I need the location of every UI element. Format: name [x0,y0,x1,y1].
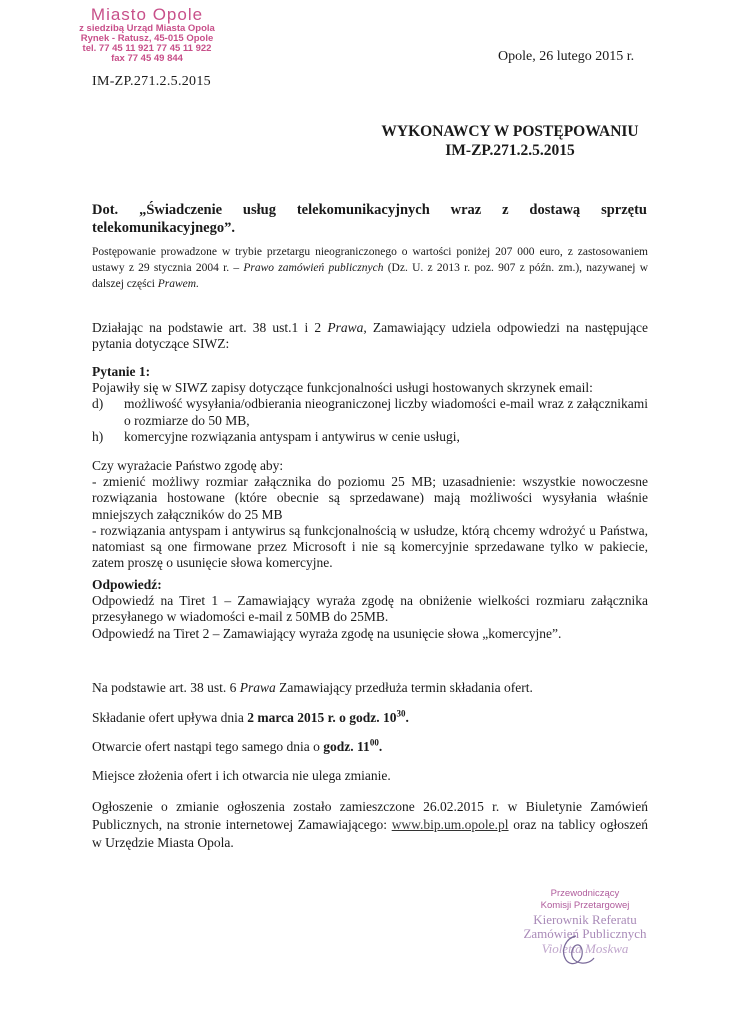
subject-word: sprzętu [601,202,647,218]
extension-text: Zamawiający przedłuża termin składania ofert. [275,680,533,695]
subject-line-1 [92,201,647,219]
opening-text: . [378,739,383,754]
subject [92,201,647,237]
signature-line: Kierownik Referatu [533,911,637,927]
item-text: możliwość wysyłania/odbierania nieograniczonej liczby wiadomości e-mail wraz z załącznikami o rozmiarze do 50 MB, [124,396,648,428]
signature-line: Przewodniczący [550,888,620,899]
subject-word: z [502,202,509,218]
note-italic: Prawem. [157,278,199,291]
intro-text: Działając na podstawie art. 38 ust.1 i 2 [92,320,328,335]
question-block [92,364,648,445]
answer-line: Odpowiedź na Tiret 2 – Zamawiający wyraża zgodę na usunięcie słowa „komercyjne”. [92,625,562,641]
deadline-bold: 2 marca 2015 r. o godz. 10 [247,710,397,725]
item-label: h) [92,428,104,444]
stamp-line: tel. 77 45 11 921 77 45 11 922 [82,42,212,54]
procedure-note [92,244,648,292]
signature-line: Komisji Przetargowej [540,900,630,912]
question-heading: Pytanie 1: [92,364,151,379]
note-text: (Dz. U. z 2013 r. poz. 907 z późn. zm.), nazywanej w dalszej części [92,262,648,291]
subject-word: wraz [450,202,482,218]
recipient-block [300,123,720,160]
question-bullet: - rozwiązania antyspam i antywirus są funkcjonalnością w usłudze, którą chcemy wdrożyć u Państwa, natomiast są one firmowane przez Microsoft i nie są komercyjnie sprzedawane tylko w pakiecie, zatem proszę o usunięcie słowa komercyjne. [92,522,648,571]
opening-bold: godz. 11 [323,739,370,754]
stamp-line: Rynek - Ratusz, 45-015 Opole [80,32,214,44]
extension-italic: Prawa [239,680,276,695]
deadline-text: Składanie ofert upływa dnia [92,710,248,725]
signature-name: Violetta Moskwa [541,941,629,957]
question-bullet: - zmienić możliwy rozmiar załącznika do poziomu 25 MB; uzasadnienie: wszystkie nowoczesne rozwiązania hostowane (które obecnie są sprzedawane) mają możliwości wysyłania właśnie mniejszych załączników do 25 MB [92,474,648,522]
subject-word: telekomunikacyjnych [296,202,430,218]
opening-paragraph [92,739,648,755]
intro-paragraph [92,320,648,352]
stamp-line: fax 77 45 49 844 [111,52,183,64]
subject-line-2: telekomunikacyjnego”. [92,220,235,237]
announcement-text: Ogłoszenie o zmianie ogłoszenia zostało zamieszczone 26.02.2015 r. w Biuletynie Zamówień Publicznych, na stronie internetowej Zamawiającego: [92,799,648,833]
opening-text: Otwarcie ofert nastąpi tego samego dnia o [92,739,324,754]
stamp-line: z siedzibą Urząd Miasta Opola [79,22,215,34]
item-label: d) [92,396,104,412]
question-request [92,458,648,571]
deadline-minutes: 30 [396,708,406,719]
announcement-text: oraz na tablicy ogłoszeń w Urzędzie Miasta Opola. [92,817,648,851]
signature-line: Zamówień Publicznych [523,925,647,941]
note-text: Postępowanie prowadzone w trybie przetargu nieograniczonego o wartości poniżej 207 000 euro, z zastosowaniem ustawy z 29 stycznia 2004 r. – [92,246,648,275]
recipient-line: WYKONAWCY W POSTĘPOWANIU [381,123,639,140]
question-ask: Czy wyrażacie Państwo zgodę aby: [92,458,284,473]
deadline-text: . [405,710,409,725]
answer-line: Odpowiedź na Tiret 1 – Zamawiający wyraża zgodę na obniżenie wielkości rozmiaru załącznika przesyłanego w wiadomości e-mail z 50MB do 25MB. [92,593,648,625]
answer-block [92,577,648,642]
intro-italic: Prawa [327,320,364,335]
deadline-paragraph [92,710,648,726]
recipient-line: IM-ZP.271.2.5.2015 [445,141,575,159]
note-italic: Prawo zamówień publicznych [243,262,384,275]
extension-paragraph [92,680,648,696]
answer-heading: Odpowiedź: [92,577,162,592]
question-item [92,429,648,445]
opening-minutes: 00 [369,737,379,748]
reference-number: IM-ZP.271.2.5.2015 [92,74,211,89]
subject-word: Dot. [92,202,119,218]
place-paragraph: Miejsce złożenia ofert i ich otwarcia nie ulega zmianie. [92,768,391,783]
announcement-paragraph [92,798,648,853]
question-lead: Pojawiły się w SIWZ zapisy dotyczące funkcjonalności usługi hostowanych skrzynek email: [92,380,593,396]
city-stamp [62,6,232,64]
document-date: Opole, 26 lutego 2015 r. [498,49,635,64]
subject-word: „Świadczenie [139,202,223,218]
intro-text: , Zamawiający udziela odpowiedzi na następujące pytania dotyczące SIWZ: [92,320,648,352]
handwritten-signature [548,932,598,972]
subject-word: dostawą [529,202,581,218]
bip-link[interactable]: www.bip.um.opole.pl [391,817,509,833]
subject-word: usług [242,202,276,218]
question-item [92,396,648,428]
extension-text: Na podstawie art. 38 ust. 6 [92,680,240,695]
stamp-title: Miasto Opole [90,5,204,24]
item-text: komercyjne rozwiązania antyspam i antywirus w cenie usługi, [124,428,460,444]
